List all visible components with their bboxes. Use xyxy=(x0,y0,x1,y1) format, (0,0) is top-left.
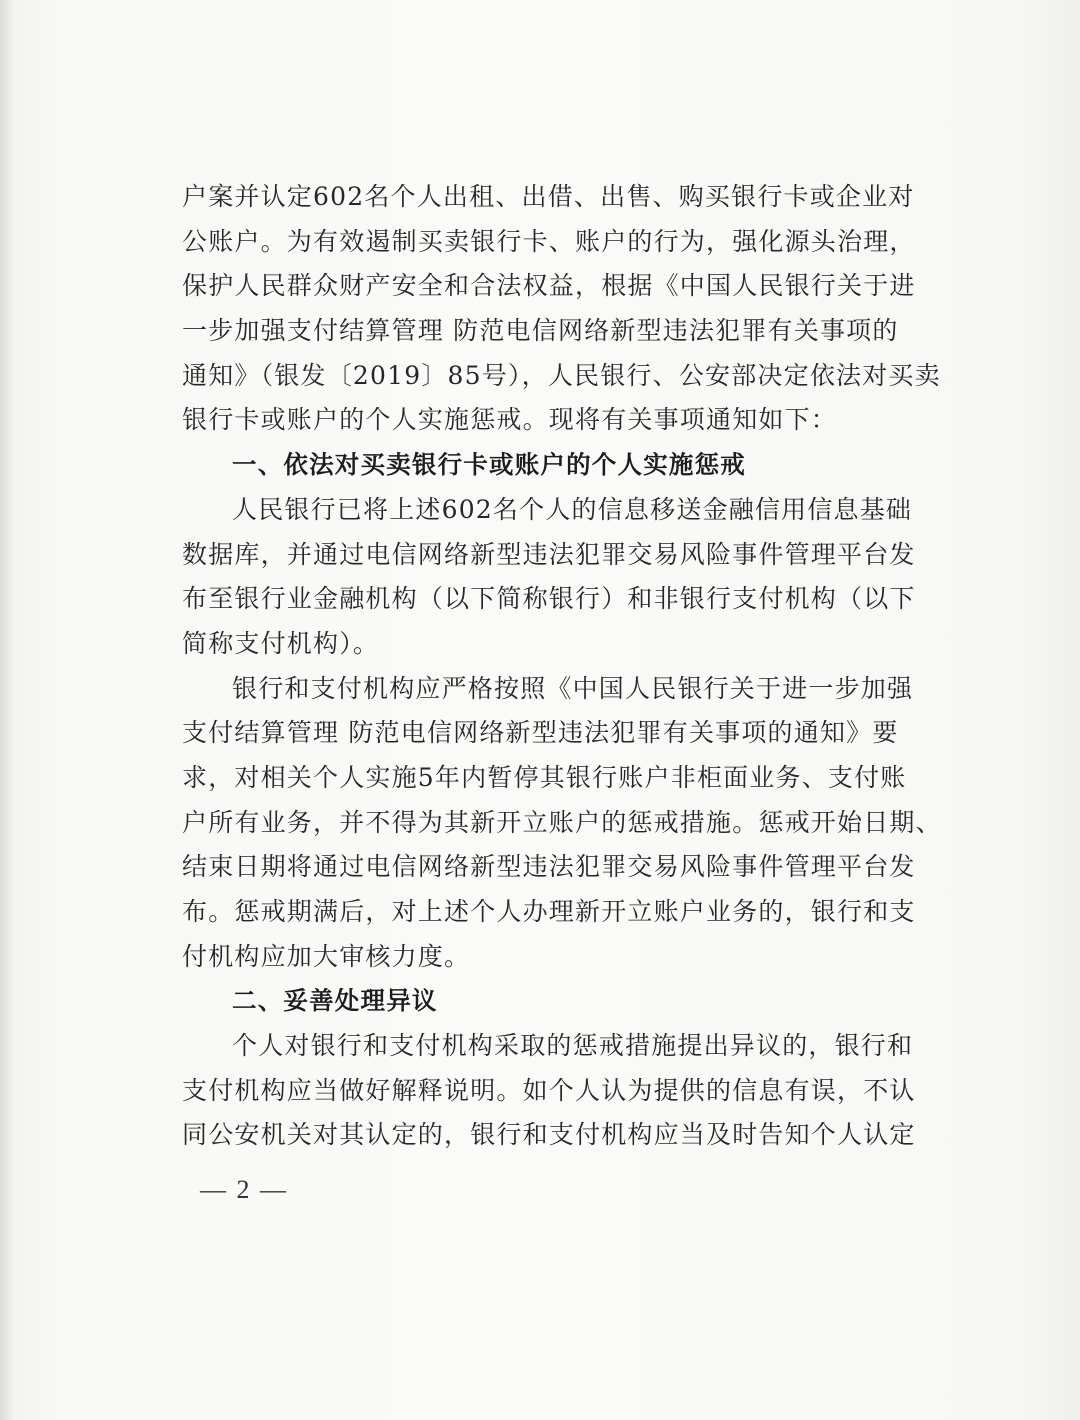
section-heading-1: 一、依法对买卖银行卡或账户的个人实施惩戒 xyxy=(232,450,746,480)
paragraph-line: 银行卡或账户的个人实施惩戒。现将有关事项通知如下： xyxy=(182,405,838,435)
document-body xyxy=(182,175,942,1158)
paragraph-line: 求，对相关个人实施5年内暂停其银行账户非柜面业务、支付账 xyxy=(182,762,907,792)
paragraph-line: 布至银行业金融机构（以下简称银行）和非银行支付机构（以下 xyxy=(182,584,916,614)
paragraph-line: 简称支付机构）。 xyxy=(182,628,380,658)
paragraph-line: 同公安机关对其认定的，银行和支付机构应当及时告知个人认定 xyxy=(182,1120,916,1150)
paragraph-line: 数据库，并通过电信网络新型违法犯罪交易风险事件管理平台发 xyxy=(182,539,916,569)
paragraph-line: 户案并认定602名个人出租、出借、出售、购买银行卡或企业对 xyxy=(182,182,915,211)
paragraph-line: 布。惩戒期满后，对上述个人办理新开立账户业务的，银行和支 xyxy=(182,897,916,926)
paragraph-line: 人民银行已将上述602名个人的信息移送金融信用信息基础 xyxy=(232,494,913,524)
paragraph-line: 公账户。为有效遏制买卖银行卡、账户的行为，强化源头治理， xyxy=(182,226,916,256)
page-edge-shadow xyxy=(0,0,14,1420)
paragraph-line: 个人对银行和支付机构采取的惩戒措施提出异议的，银行和 xyxy=(232,1031,914,1061)
section-heading-2: 二、妥善处理异议 xyxy=(232,986,438,1016)
paragraph-line: 保护人民群众财产安全和合法权益，根据《中国人民银行关于进 xyxy=(182,271,916,301)
paragraph-line: 户所有业务，并不得为其新开立账户的惩戒措施。惩戒开始日期、 xyxy=(182,807,942,837)
page-number: — 2 — xyxy=(200,1175,288,1204)
paragraph-line: 结束日期将通过电信网络新型违法犯罪交易风险事件管理平台发 xyxy=(182,852,916,882)
paragraph-line: 支付结算管理 防范电信网络新型违法犯罪有关事项的通知》要 xyxy=(182,718,899,748)
paragraph-line: 通知》（银发〔2019〕85号），人民银行、公安部决定依法对买卖 xyxy=(182,360,941,390)
paragraph-line: 支付机构应当做好解释说明。如个人认为提供的信息有误，不认 xyxy=(182,1075,916,1105)
paragraph-line: 一步加强支付结算管理 防范电信网络新型违法犯罪有关事项的 xyxy=(182,316,899,346)
paragraph-line: 银行和支付机构应严格按照《中国人民银行关于进一步加强 xyxy=(232,673,914,703)
paragraph-line: 付机构应加大审核力度。 xyxy=(182,941,471,971)
